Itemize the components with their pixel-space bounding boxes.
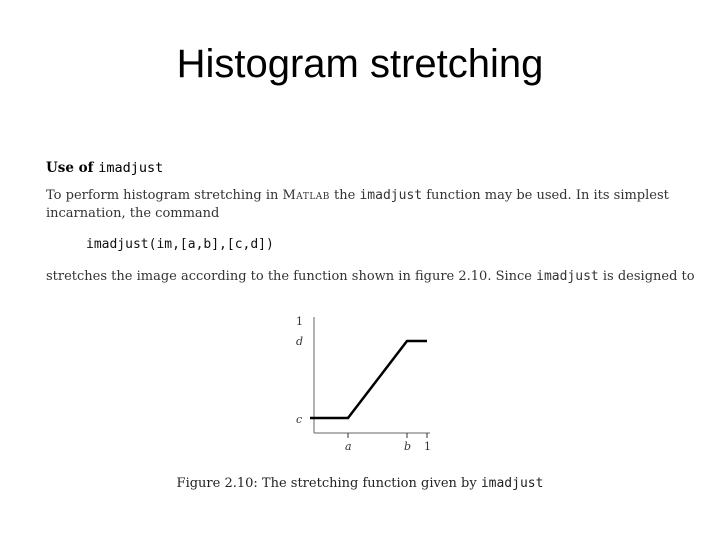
y-label-1: 1 (296, 315, 303, 328)
section-heading (46, 160, 163, 176)
paragraph-line-2: incarnation, the command (46, 206, 220, 221)
slide-title: Histogram stretching (176, 42, 544, 86)
x-label-one: 1 (424, 440, 431, 453)
para1-text-a: To perform histogram stretching in (46, 188, 283, 203)
code-command: imadjust(im,[a,b],[c,d]) (86, 237, 274, 252)
section-heading-prefix: Use of (46, 160, 99, 176)
x-label-a: a (345, 440, 352, 453)
y-label-c: c (296, 413, 303, 426)
para2-code: imadjust (536, 269, 599, 284)
matlab-name: Matlab (282, 188, 330, 203)
caption-code: imadjust (480, 476, 544, 491)
paragraph-line-1 (46, 188, 696, 203)
para1-code: imadjust (359, 188, 423, 203)
figure-caption (0, 476, 720, 491)
section-heading-code: imadjust (98, 160, 164, 176)
caption-text: Figure 2.10: The stretching function given by (176, 476, 481, 491)
para1-text-b: the (329, 188, 360, 203)
stretching-curve (310, 341, 427, 418)
para2-text-b: is designed to (598, 269, 695, 284)
stretching-function-figure (270, 305, 450, 465)
paragraph-2 (46, 269, 696, 284)
para1-text-c: function may be used. In its simplest (422, 188, 669, 203)
x-label-b: b (404, 440, 412, 453)
y-label-d: d (296, 335, 304, 348)
para2-text-a: stretches the image according to the function shown in figure 2.10. Since (46, 269, 537, 284)
